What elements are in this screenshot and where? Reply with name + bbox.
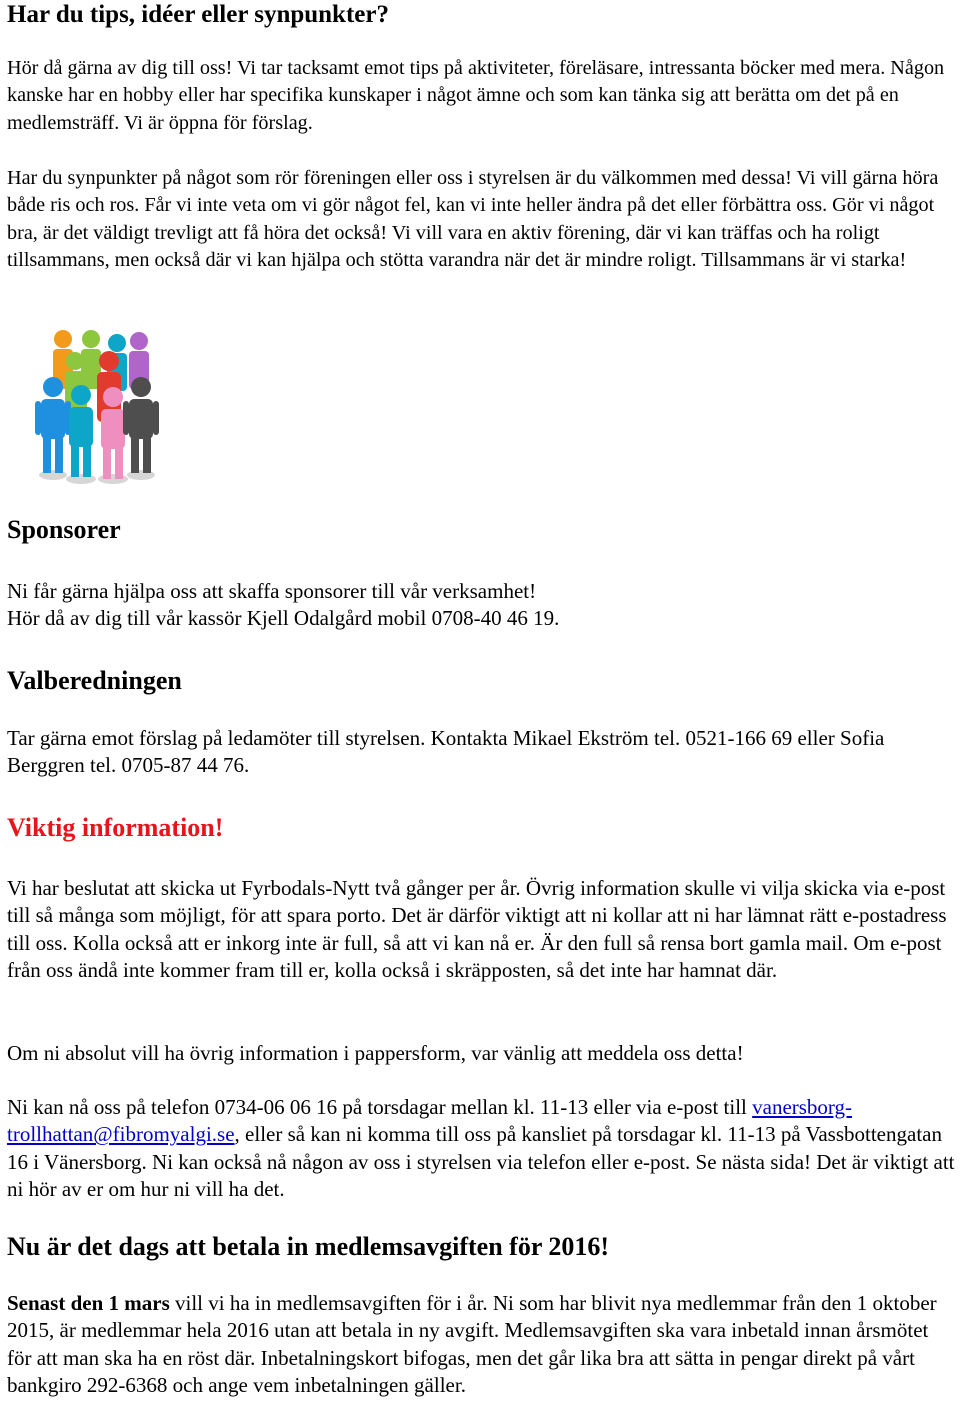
- viktig-p3-text-before: Ni kan nå oss på telefon 0734-06 06 16 på torsdagar mellan kl. 11-13 eller via e-post till: [7, 1095, 753, 1119]
- deadline-bold: Senast den 1 mars: [7, 1291, 170, 1315]
- medlemsavgift-text: vill vi ha in medlemsavgiften för i år. Ni som har blivit nya medlemmar från den 1 oktober 2015, är medlemmar hela 2016 utan att betala in ny avgift. Medlemsavgiften ska vara inbetald innan årsmötet för att man ska ha en röst där. Inbetalningskort bifogas, men det går lika bra att sätta in pengar direkt på vårt bankgiro 292-6368 och ange vem inbetalningen gäller.: [7, 1291, 937, 1398]
- viktig-paragraph-1: Vi har beslutat att skicka ut Fyrbodals-Nytt två gånger per år. Övrig information skulle vi vilja skicka via e-post till så många som möjligt, för att spara porto. Det är därför viktigt att ni kollar att ni har lämnat rätt e-postadress till oss. Kolla också att er inkorg inte är full, så att vi kan nå er. Är den full så rensa bort gamla mail. Om e-post från oss ändå inte kommer fram till er, kolla också i skräpposten, så det inte har hamnat där.: [7, 876, 947, 983]
- sponsorer-line-1: Ni får gärna hjälpa oss att skaffa sponsorer till vår verksamhet!: [7, 579, 537, 603]
- valberedningen-paragraph: Tar gärna emot förslag på ledamöter till styrelsen. Kontakta Mikael Ekström tel. 0521-166 69 eller Sofia Berggren tel. 0705-87 44 76.: [7, 726, 885, 778]
- tips-paragraph-2: Har du synpunkter på något som rör föreningen eller oss i styrelsen är du välkommen med dessa! Vi vill gärna höra både ris och ros. Får vi inte veta om vi gör något fel, kan vi inte heller ändra på det eller förbättra oss. Gör vi något bra, är det väldigt trevligt att få höra det också! Vi vill vara en aktiv förening, där vi kan träffas och ha roligt tillsammans, men också där vi kan hjälpa och stötta varandra när det är mindre roligt. Tillsammans är vi starka!: [7, 167, 939, 272]
- person-gray: [123, 377, 159, 473]
- medlemsavgift-heading: Nu är det dags att betala in medlemsavgiften för 2016!: [7, 1232, 610, 1261]
- sponsorer-line-2: Hör då av dig till vår kassör Kjell Odalgård mobil 0708-40 46 19.: [7, 606, 560, 630]
- valberedningen-heading: Valberedningen: [7, 666, 182, 695]
- group-of-people-icon: [33, 327, 165, 485]
- viktig-paragraph-3: [7, 1094, 955, 1204]
- viktig-paragraph-2: Om ni absolut vill ha övrig information i pappersform, var vänlig att meddela oss detta!: [7, 1041, 744, 1065]
- tips-paragraph-1: Hör då gärna av dig till oss! Vi tar tacksamt emot tips på aktiviteter, föreläsare, intressanta böcker med mera. Någon kanske har en hobby eller har specifika kunskaper i något ämne och som kan tänka sig att berätta om det på en medlemsträff. Vi är öppna för förslag.: [7, 57, 945, 134]
- medlemsavgift-paragraph: [7, 1290, 955, 1400]
- tips-heading: Har du tips, idéer eller synpunkter?: [7, 1, 389, 28]
- viktig-heading: Viktig information!: [7, 813, 224, 842]
- email-link[interactable]: vanersborg-trollhattan@fibromyalgi.se: [7, 1095, 853, 1147]
- person-pink: [101, 387, 125, 479]
- person-teal-front: [69, 385, 93, 477]
- viktig-p3-text-after: , eller så kan ni komma till oss på kansliet på torsdagar kl. 11-13 på Vassbottengatan 16 i Vänersborg. Ni kan också nå någon av oss i styrelsen via telefon eller e-post. Se nästa sida! Det är viktigt att ni hör av er om hur ni vill ha det.: [7, 1122, 955, 1202]
- sponsorer-heading: Sponsorer: [7, 515, 121, 544]
